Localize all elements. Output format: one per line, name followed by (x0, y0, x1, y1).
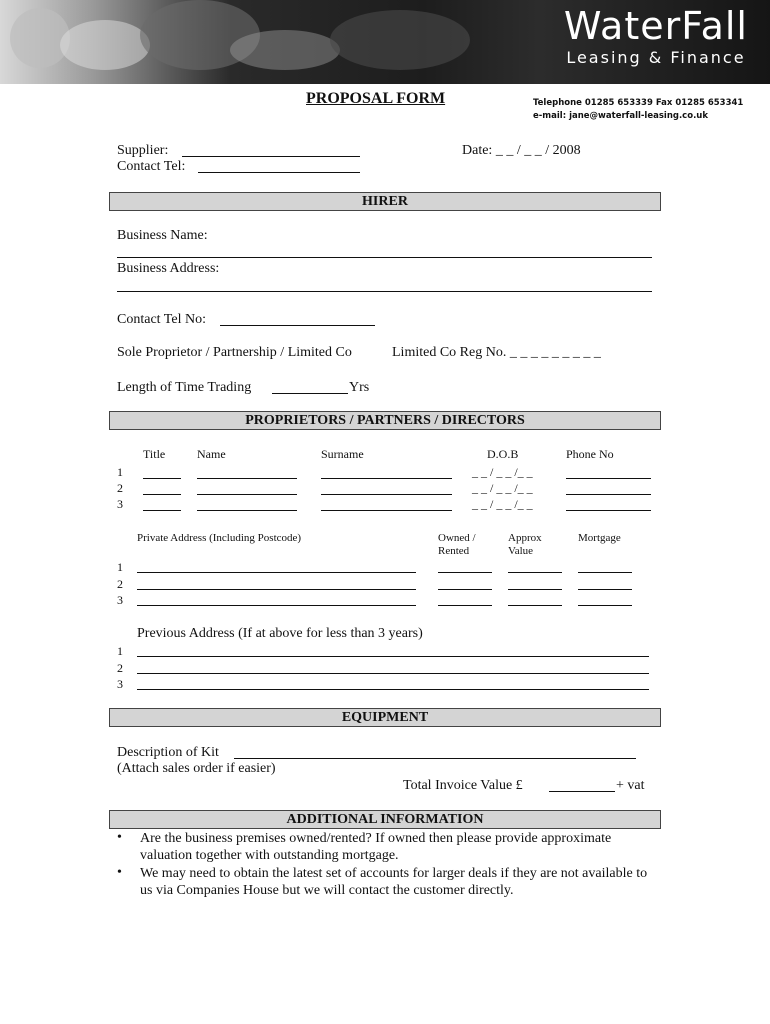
previous-address-field[interactable] (137, 656, 649, 657)
supplier-field[interactable] (182, 156, 360, 157)
title-field[interactable] (143, 510, 181, 511)
surname-field[interactable] (321, 510, 452, 511)
approx-value-field[interactable] (508, 589, 562, 590)
title-field[interactable] (143, 478, 181, 479)
private-address-field[interactable] (137, 589, 416, 590)
business-name-field[interactable] (117, 257, 652, 258)
business-name-label: Business Name: (117, 228, 208, 243)
col-owned-rented (438, 532, 476, 558)
title-field[interactable] (143, 494, 181, 495)
length-trading-label: Length of Time Trading (117, 380, 252, 395)
business-address-label: Business Address: (117, 261, 220, 276)
col-surname: Surname (321, 447, 364, 461)
description-of-kit-label: Description of Kit (117, 745, 219, 760)
col-dob: D.O.B (487, 447, 519, 461)
name-field[interactable] (197, 494, 297, 495)
mortgage-field[interactable] (578, 589, 632, 590)
section-hirer: HIRER (109, 192, 661, 211)
previous-address-field[interactable] (137, 689, 649, 690)
contact-tel-no-label: Contact Tel No: (117, 312, 206, 327)
row-number: 3 (117, 677, 123, 691)
business-type-options[interactable]: Sole Proprietor / Partnership / Limited Co (117, 345, 352, 360)
mortgage-field[interactable] (578, 605, 632, 606)
phone-field[interactable] (566, 510, 651, 511)
company-logo (564, 6, 748, 67)
form-title: PROPOSAL FORM (306, 90, 446, 107)
logo-main-text: WaterFall (563, 4, 748, 48)
private-address-field[interactable] (137, 572, 416, 573)
name-field[interactable] (197, 510, 297, 511)
previous-address-label: Previous Address (If at above for less than 3 years) (137, 626, 423, 641)
surname-field[interactable] (321, 478, 452, 479)
owned-label: Owned / (438, 532, 476, 544)
section-proprietors: PROPRIETORS / PARTNERS / DIRECTORS (109, 411, 661, 430)
company-contact (533, 97, 743, 123)
col-approx-value (508, 532, 542, 558)
description-of-kit-field[interactable] (234, 758, 636, 759)
logo-sub-text: Leasing & Finance (566, 48, 746, 67)
owned-rented-field[interactable] (438, 605, 492, 606)
row-number: 3 (117, 497, 123, 511)
total-invoice-label: Total Invoice Value £ (403, 778, 523, 793)
date-field[interactable]: Date: _ _ / _ _ / 2008 (462, 143, 581, 158)
approx-label: Approx (508, 532, 542, 544)
col-mortgage: Mortgage (578, 532, 621, 544)
col-private-address: Private Address (Including Postcode) (137, 532, 302, 544)
company-reg-no-field[interactable]: Limited Co Reg No. _ _ _ _ _ _ _ _ _ (392, 345, 601, 360)
row-number: 2 (117, 481, 123, 495)
name-field[interactable] (197, 478, 297, 479)
phone-field[interactable] (566, 494, 651, 495)
length-trading-field[interactable] (272, 393, 348, 394)
owned-rented-field[interactable] (438, 572, 492, 573)
phone-field[interactable] (566, 478, 651, 479)
row-number: 1 (117, 465, 123, 479)
bullet-icon: • (117, 830, 122, 845)
business-address-field[interactable] (117, 291, 652, 292)
owned-rented-field[interactable] (438, 589, 492, 590)
attach-sales-order-note: (Attach sales order if easier) (117, 761, 276, 776)
total-invoice-field[interactable] (549, 791, 615, 792)
rented-label: Rented (438, 545, 470, 557)
section-equipment: EQUIPMENT (109, 708, 661, 727)
contact-tel-no-field[interactable] (220, 325, 375, 326)
additional-info-item: We may need to obtain the latest set of accounts for larger deals if they are not available to us via Companies House but we will contact the customer directly. (140, 866, 648, 898)
additional-info-item: Are the business premises owned/rented? If owned then please provide approximate valuation together with outstanding mortgage. (140, 831, 612, 863)
approx-value-field[interactable] (508, 572, 562, 573)
email-address: e-mail: jane@waterfall-leasing.co.uk (533, 111, 708, 121)
dob-field[interactable]: _ _ / _ _ /_ _ (472, 481, 533, 495)
bullet-icon: • (117, 865, 122, 880)
approx-value-field[interactable] (508, 605, 562, 606)
dob-field[interactable]: _ _ / _ _ /_ _ (472, 465, 533, 479)
dob-field[interactable]: _ _ / _ _ /_ _ (472, 497, 533, 511)
mortgage-field[interactable] (578, 572, 632, 573)
col-phone: Phone No (566, 447, 614, 461)
previous-address-field[interactable] (137, 673, 649, 674)
private-address-field[interactable] (137, 605, 416, 606)
contact-tel-label: Contact Tel: (117, 159, 186, 174)
surname-field[interactable] (321, 494, 452, 495)
vat-label: + vat (616, 778, 645, 793)
row-number: 2 (117, 577, 123, 591)
col-title: Title (143, 447, 166, 461)
section-additional-information: ADDITIONAL INFORMATION (109, 810, 661, 829)
col-name: Name (197, 447, 226, 461)
years-label: Yrs (349, 380, 370, 395)
row-number: 1 (117, 644, 123, 658)
row-number: 1 (117, 560, 123, 574)
value-label: Value (508, 545, 534, 557)
header-banner (0, 0, 770, 84)
telephone-fax: Telephone 01285 653339 Fax 01285 653341 (533, 98, 744, 108)
contact-tel-field[interactable] (198, 172, 360, 173)
row-number: 2 (117, 661, 123, 675)
supplier-label: Supplier: (117, 143, 169, 158)
row-number: 3 (117, 593, 123, 607)
